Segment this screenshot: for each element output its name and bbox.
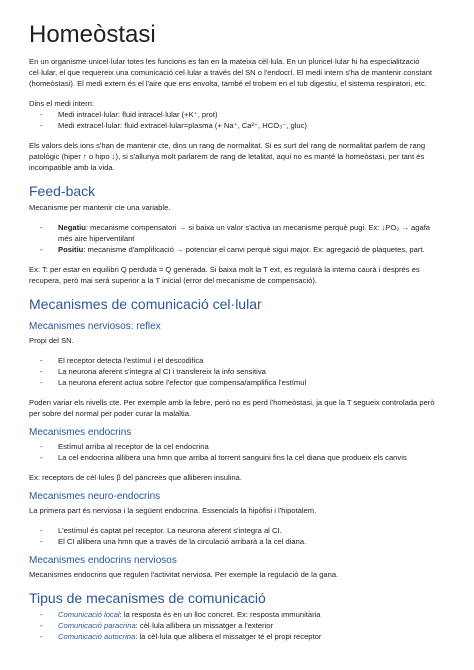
list-item: - La neurona aferent s'integra al CI i transfereix la info sensitiva xyxy=(29,366,445,377)
medi-intern-label: Dins el medi intern: xyxy=(29,99,94,109)
term-negatiu: Negatiu xyxy=(58,223,86,233)
nerviosos-heading: Mecanismes nerviosos: reflex xyxy=(29,320,161,332)
list-item: - Medi extracel·lular: fluid extracel·lular=plasma (+ Na⁺, Ca²⁺, HCO₃⁻, gluc) xyxy=(29,120,445,131)
term-autocrina: Comunicació autocrina xyxy=(58,631,136,641)
list-item: - L'estímul és captat pel receptor. La neurona aferent s'integra al CI. xyxy=(29,525,445,536)
term-paracrina: Comunicació paracrina xyxy=(58,620,136,630)
neuroendocrins-intro: La primera part és nerviosa i la següent endocrina. Essencials la hipòfisi i l'hipotàlem. xyxy=(29,505,317,515)
nerviosos-note: Poden variar els nivells cte. Per exemple amb la febre, però no es perd l'homeòstasi, ja que la T segueix controlada però per sobre del normal per poder curar la malaltia. xyxy=(29,397,435,418)
list-item: - El receptor detecta l'estímul i el descodifica xyxy=(29,355,445,366)
neuroendocrins-heading: Mecanismes neuro-endocrins xyxy=(29,490,161,502)
list-item: - Medi intracel·lular: fluid intracel·lular (+K⁺, prot) xyxy=(29,109,445,120)
list-item: - Comunicació local: la resposta és en un lloc concret. Ex: resposta immunitària xyxy=(29,609,445,620)
valors-paragraph: Els valors dels ions s'han de mantenir cte, dins un rang de normalitat. Si es surt del rang de normalitat parlem de rang patològic (hiper ↑ o hipo ↓), si s'allunya molt parlarem de rang de letalitat, aquí no es manté la homeòstasi, per tant és incompatible amb la vida. xyxy=(29,141,426,173)
neuroendocrins-list xyxy=(29,525,445,547)
feedback-heading: Feed-back xyxy=(29,183,96,200)
list-item: - Comunicació autocrina: la cèl·lula que allibera el missatger té el propi receptor xyxy=(29,631,445,642)
term-local: Comunicació local xyxy=(58,609,120,619)
endocrins-nerviosos-text: Mecanismes endocrins que regulen l'activitat nerviosa. Per exemple la regulació de la gana. xyxy=(29,569,339,579)
feedback-list xyxy=(29,222,445,255)
list-item: - Negatiu: mecanisme compensatori → si baixa un valor s'activa un mecanisme perquè pugi. Ex: ↓PO₂ → agafa més aire hiperventilant xyxy=(29,222,445,244)
tipus-list xyxy=(29,609,445,642)
endocrins-nerviosos-heading: Mecanismes endocrins nerviosos xyxy=(29,554,177,566)
page-title: Homeòstasi xyxy=(29,21,156,48)
list-item: - La neurona eferent actua sobre l'efector que compensa/amplifica l'estímul xyxy=(29,377,445,388)
tipus-heading: Tipus de mecanismes de comunicació xyxy=(29,589,266,606)
feedback-definition: Mecanisme per mantenir cte una variable. xyxy=(29,203,171,213)
endocrins-example: Ex: receptors de cèl·lules β del pàncrees que alliberen insulina. xyxy=(29,472,242,482)
term-positiu: Positiu xyxy=(58,245,84,255)
mecanismes-heading: Mecanismes de comunicació cel·lular xyxy=(29,296,262,313)
list-item: - La cel endocrina allibera una hmn que arriba al torrent sanguini fins la cel diana que produeix els canvis xyxy=(29,452,445,463)
nerviosos-list xyxy=(29,355,445,388)
nerviosos-intro: Propi del SN. xyxy=(29,335,74,345)
list-item: - Estímul arriba al receptor de la cel endocrina xyxy=(29,441,445,452)
feedback-example: Ex: T: per estar en equilibri Q perduda = Q generada. Si baixa molt la T ext, es regularà la interna caurà i després es recupera, però mai serà superior a la T inicial (error del mecanisme de compensació). xyxy=(29,265,420,286)
medi-intern-list xyxy=(29,109,445,131)
list-item: - Positiu: mecanisme d'amplificació → potenciar el canvi perquè sigui major. Ex: agregació de plaquetes, part. xyxy=(29,244,445,255)
endocrins-list xyxy=(29,441,445,463)
list-item: - El CI allibera una hmn que a través de la circulació arribarà a la cel diana. xyxy=(29,536,445,547)
intro-paragraph: En un organisme unicel·lular totes les funcions es fan en la mateixa cèl·lula. En un pluricel·lular hi ha especialització cel·lular, el que requereix una comunicació cel·lular a través del SN o l'endocrí. El medi intern s'ha de mantenir constant (homeòstasi). El medi extern és el l'aire que ens envolta, també el trobem en el tub digestiu, el sistema respiratori, etc. xyxy=(29,57,433,89)
list-item: - Comunicació paracrina: cèl·lula allibera un missatger a l'exterior xyxy=(29,620,445,631)
endocrins-heading: Mecanismes endocrins xyxy=(29,426,132,438)
